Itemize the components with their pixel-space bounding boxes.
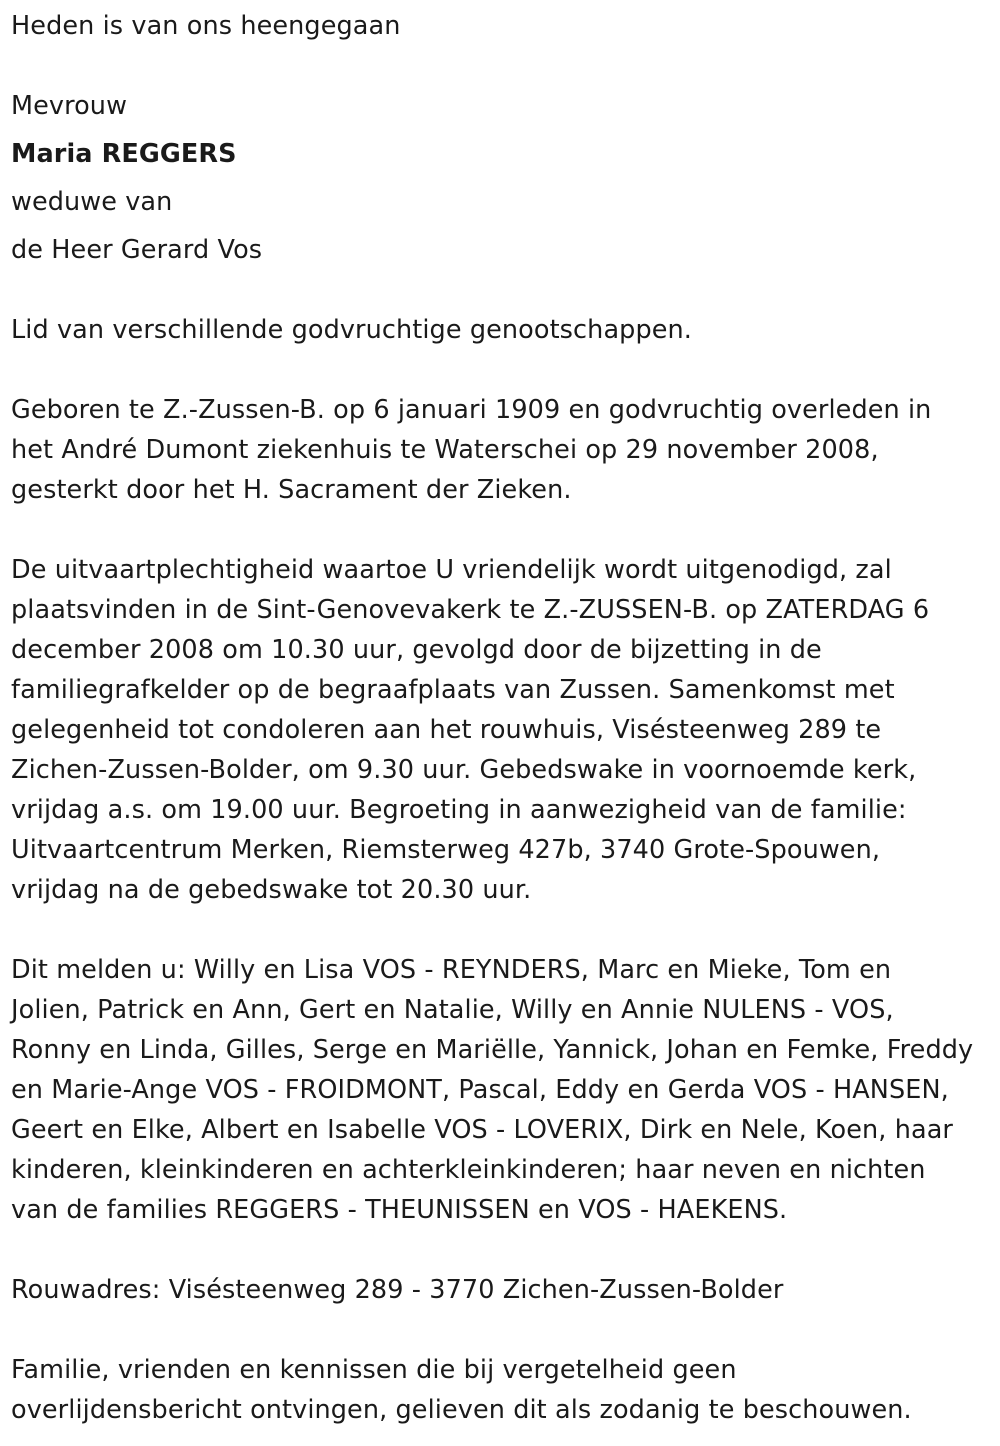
obituary-notice [11, 6, 996, 1430]
family-line: Jolien, Patrick en Ann, Gert en Natalie, Willy en Annie NULENS - VOS, [11, 995, 894, 1025]
closing-line: overlijdensbericht ontvingen, gelieven dit als zodanig te beschouwen. [11, 1395, 912, 1425]
deceased-block [11, 86, 996, 278]
intro-line: Heden is van ons heengegaan [11, 11, 401, 41]
birth-death-line: het André Dumont ziekenhuis te Waterschei op 29 november 2008, [11, 435, 879, 465]
spouse-name: de Heer Gerard Vos [11, 235, 263, 265]
funeral-line: Zichen-Zussen-Bolder, om 9.30 uur. Gebedswake in voornoemde kerk, [11, 755, 917, 785]
funeral-line: gelegenheid tot condoleren aan het rouwhuis, Visésteenweg 289 te [11, 715, 882, 745]
family-paragraph [11, 950, 996, 1230]
membership-paragraph: Lid van verschillende godvruchtige genootschappen. [11, 315, 692, 345]
funeral-line: vrijdag na de gebedswake tot 20.30 uur. [11, 875, 532, 905]
funeral-line: Uitvaartcentrum Merken, Riemsterweg 427b, 3740 Grote-Spouwen, [11, 835, 881, 865]
family-line: Geert en Elke, Albert en Isabelle VOS - LOVERIX, Dirk en Nele, Koen, haar [11, 1115, 954, 1145]
funeral-paragraph [11, 550, 996, 910]
family-line: en Marie-Ange VOS - FROIDMONT, Pascal, Eddy en Gerda VOS - HANSEN, [11, 1075, 949, 1105]
family-line: Dit melden u: Willy en Lisa VOS - REYNDERS, Marc en Mieke, Tom en [11, 955, 892, 985]
funeral-line: plaatsvinden in de Sint-Genovevakerk te Z.-ZUSSEN-B. op ZATERDAG 6 [11, 595, 930, 625]
funeral-line: december 2008 om 10.30 uur, gevolgd door de bijzetting in de [11, 635, 822, 665]
birth-death-line: gesterkt door het H. Sacrament der Zieken. [11, 475, 572, 505]
birth-death-paragraph [11, 390, 996, 510]
family-line: van de families REGGERS - THEUNISSEN en VOS - HAEKENS. [11, 1195, 788, 1225]
closing-line: Familie, vrienden en kennissen die bij vergetelheid geen [11, 1355, 737, 1385]
birth-death-line: Geboren te Z.-Zussen-B. op 6 januari 1909 en godvruchtig overleden in [11, 395, 932, 425]
honorific: Mevrouw [11, 91, 128, 121]
family-line: Ronny en Linda, Gilles, Serge en Mariëlle, Yannick, Johan en Femke, Freddy [11, 1035, 974, 1065]
closing-paragraph [11, 1350, 996, 1430]
deceased-name: Maria REGGERS [11, 139, 237, 169]
funeral-line: familiegrafkelder op de begraafplaats van Zussen. Samenkomst met [11, 675, 895, 705]
mourning-address: Rouwadres: Visésteenweg 289 - 3770 Zichen-Zussen-Bolder [11, 1275, 784, 1305]
funeral-line: vrijdag a.s. om 19.00 uur. Begroeting in aanwezigheid van de familie: [11, 795, 907, 825]
widow-of-label: weduwe van [11, 187, 173, 217]
funeral-line: De uitvaartplechtigheid waartoe U vriendelijk wordt uitgenodigd, zal [11, 555, 892, 585]
family-line: kinderen, kleinkinderen en achterkleinkinderen; haar neven en nichten [11, 1155, 926, 1185]
